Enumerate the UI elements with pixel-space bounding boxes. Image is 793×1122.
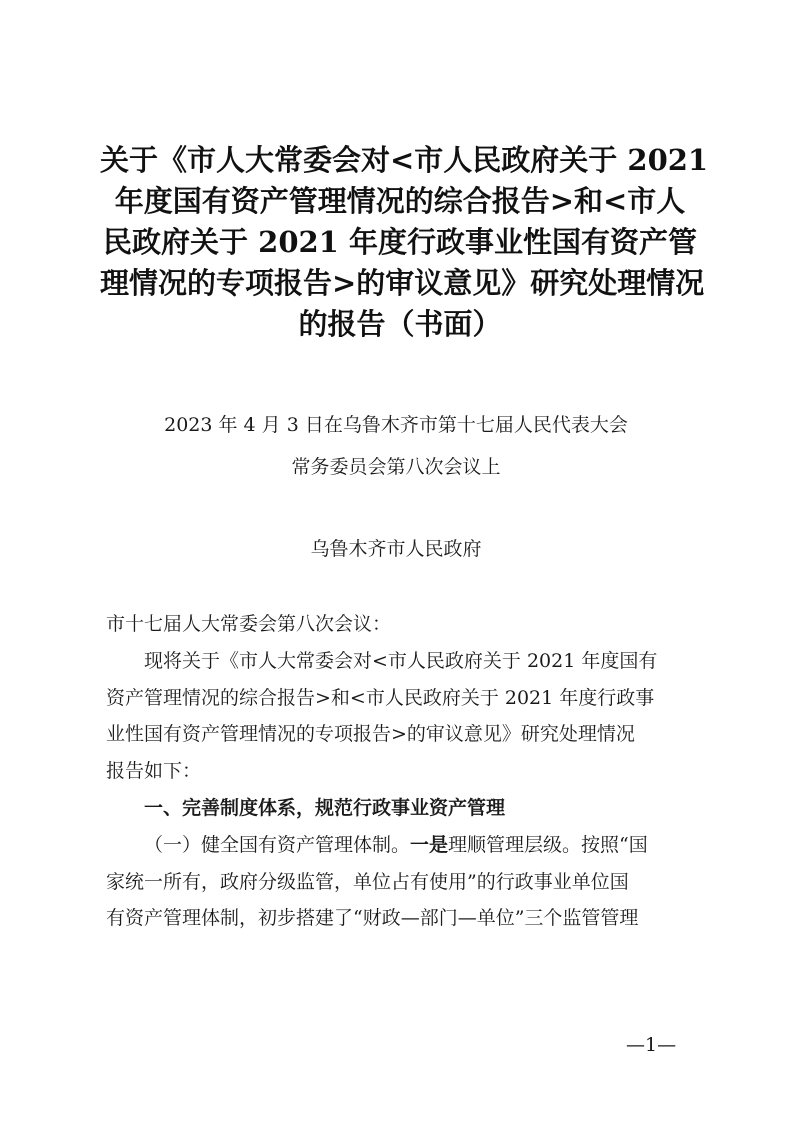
document-title <box>100 140 709 345</box>
subsection-prefix: （一）健全国有资产管理体制。 <box>144 833 411 856</box>
meeting-line: 2023 年 4 月 3 日在乌鲁木齐市第十七届人民代表大会 <box>164 414 628 436</box>
intro-line: 资产管理情况的综合报告>和<市人民政府关于 2021 年度行政事 <box>106 686 655 709</box>
continuation-line: 有资产管理体制，初步搭建了“财政—部门—单位”三个监管管理 <box>106 907 639 930</box>
subsection-rest: 理顺管理层级。按照“国 <box>448 833 648 856</box>
meeting-line: 常务委员会第八次会议上 <box>291 456 501 478</box>
title-line: 关于《市人大常委会对<市人民政府关于 2021 <box>100 143 709 177</box>
title-line: 年度国有资产管理情况的综合报告>和<市人 <box>114 184 686 218</box>
title-line: 的报告（书面） <box>298 307 502 341</box>
document-body <box>106 606 706 937</box>
continuation-line: 家统一所有，政府分级监管，单位占有使用”的行政事业单位国 <box>106 870 629 893</box>
title-line: 理情况的专项报告>的审议意见》研究处理情况 <box>100 266 705 300</box>
page-number: —1— <box>626 1034 677 1056</box>
meeting-info <box>96 404 696 488</box>
intro-line: 业性国有资产管理情况的专项报告>的审议意见》研究处理情况 <box>106 723 635 746</box>
intro-line: 报告如下： <box>106 760 202 783</box>
salutation: 市十七届人大常委会第八次会议： <box>106 613 392 635</box>
title-line: 民政府关于 2021 年度行政事业性国有资产管 <box>103 225 697 259</box>
section-heading: 一、完善制度体系，规范行政事业资产管理 <box>144 796 506 819</box>
subsection-emphasis: 一是 <box>410 833 449 856</box>
intro-line: 现将关于《市人大常委会对<市人民政府关于 2021 年度国有 <box>144 649 658 672</box>
issuer: 乌鲁木齐市人民政府 <box>310 538 482 560</box>
subsection-line <box>106 827 706 864</box>
